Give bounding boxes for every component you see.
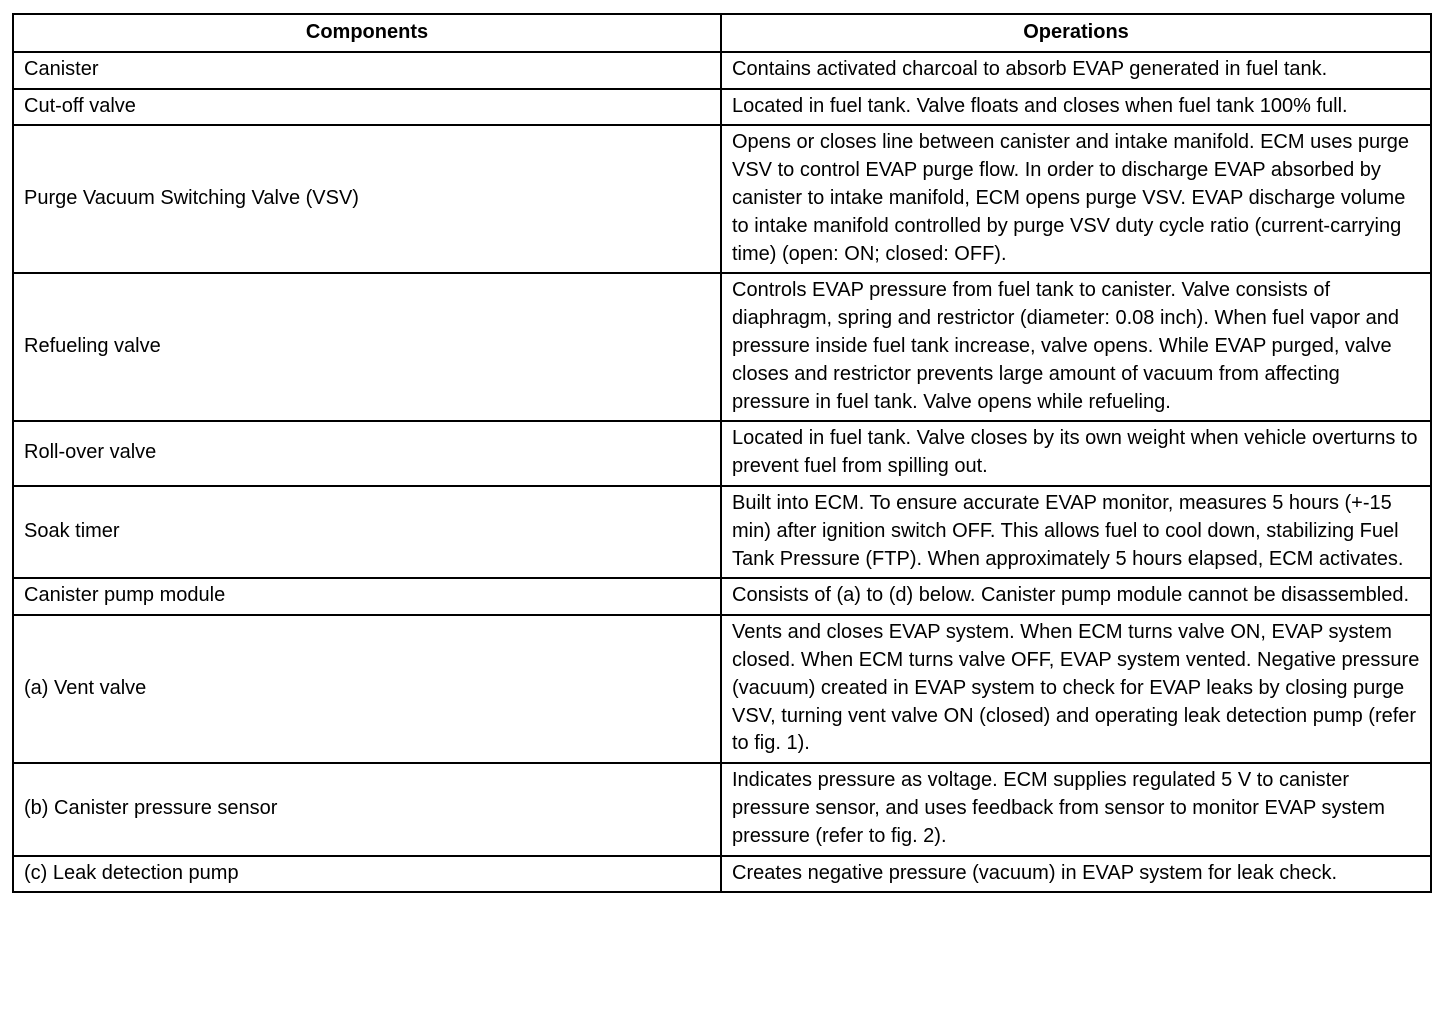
- table-row: [13, 421, 1431, 486]
- operation-cell: Indicates pressure as voltage. ECM supplies regulated 5 V to canister pressure sensor, and uses feedback from sensor to monitor EVAP system pressure (refer to fig. 2).: [721, 763, 1431, 855]
- table-row: [13, 578, 1431, 615]
- components-column-header: Components: [13, 14, 721, 52]
- operation-cell: Located in fuel tank. Valve floats and closes when fuel tank 100% full.: [721, 89, 1431, 126]
- component-cell: Purge Vacuum Switching Valve (VSV): [13, 125, 721, 273]
- operation-cell: Controls EVAP pressure from fuel tank to canister. Valve consists of diaphragm, spring and restrictor (diameter: 0.08 inch). When fuel vapor and pressure inside fuel tank increase, valve opens. While EVAP purged, valve closes and restrictor prevents large amount of vacuum from affecting pressure in fuel tank. Valve opens while refueling.: [721, 273, 1431, 421]
- operation-cell: Contains activated charcoal to absorb EVAP generated in fuel tank.: [721, 52, 1431, 89]
- component-cell: Canister: [13, 52, 721, 89]
- component-cell: Soak timer: [13, 486, 721, 578]
- operation-cell: Creates negative pressure (vacuum) in EVAP system for leak check.: [721, 856, 1431, 893]
- component-cell: Cut-off valve: [13, 89, 721, 126]
- component-cell: (a) Vent valve: [13, 615, 721, 763]
- table-row: [13, 763, 1431, 855]
- operation-cell: Built into ECM. To ensure accurate EVAP monitor, measures 5 hours (+-15 min) after ignition switch OFF. This allows fuel to cool down, stabilizing Fuel Tank Pressure (FTP). When approximately 5 hours elapsed, ECM activates.: [721, 486, 1431, 578]
- component-cell: Refueling valve: [13, 273, 721, 421]
- table-row: [13, 856, 1431, 893]
- table-row: [13, 89, 1431, 126]
- table-row: [13, 273, 1431, 421]
- table-row: [13, 486, 1431, 578]
- table-row: [13, 125, 1431, 273]
- operations-column-header: Operations: [721, 14, 1431, 52]
- operation-cell: Consists of (a) to (d) below. Canister pump module cannot be disassembled.: [721, 578, 1431, 615]
- operation-cell: Located in fuel tank. Valve closes by its own weight when vehicle overturns to prevent fuel from spilling out.: [721, 421, 1431, 486]
- operation-cell: Vents and closes EVAP system. When ECM turns valve ON, EVAP system closed. When ECM turns valve OFF, EVAP system vented. Negative pressure (vacuum) created in EVAP system to check for EVAP leaks by closing purge VSV, turning vent valve ON (closed) and operating leak detection pump (refer to fig. 1).: [721, 615, 1431, 763]
- component-cell: Canister pump module: [13, 578, 721, 615]
- header-row: [13, 14, 1431, 52]
- component-cell: Roll-over valve: [13, 421, 721, 486]
- component-cell: (b) Canister pressure sensor: [13, 763, 721, 855]
- table-row: [13, 615, 1431, 763]
- component-cell: (c) Leak detection pump: [13, 856, 721, 893]
- table-row: [13, 52, 1431, 89]
- operation-cell: Opens or closes line between canister and intake manifold. ECM uses purge VSV to control EVAP purge flow. In order to discharge EVAP absorbed by canister to intake manifold, ECM opens purge VSV. EVAP discharge volume to intake manifold controlled by purge VSV duty cycle ratio (current-carrying time) (open: ON; closed: OFF).: [721, 125, 1431, 273]
- evap-components-table: [12, 13, 1432, 893]
